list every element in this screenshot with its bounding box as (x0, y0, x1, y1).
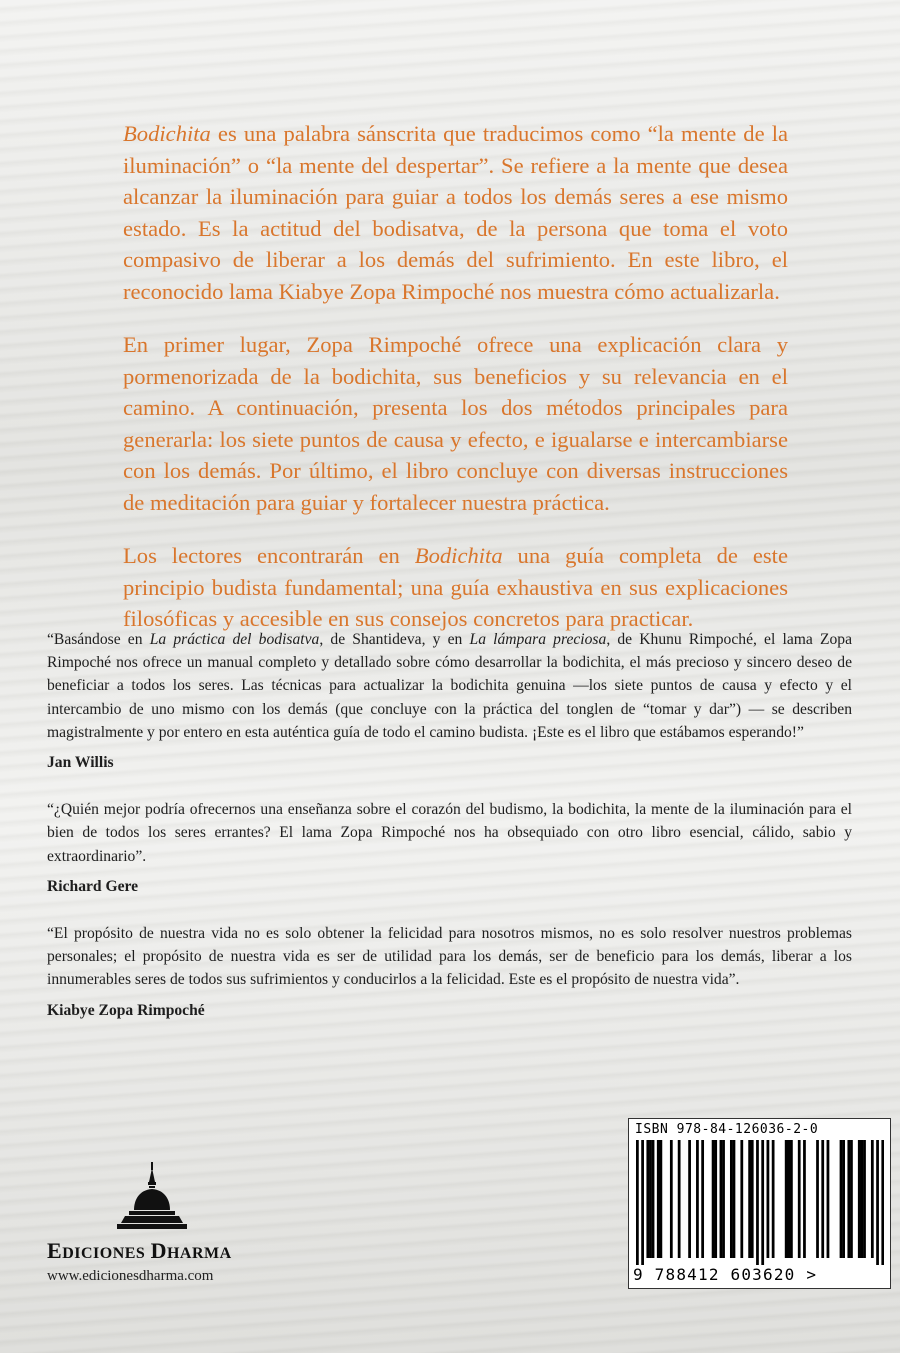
testimonial-text (47, 628, 852, 744)
stupa-logo-icon (117, 1162, 187, 1234)
description-paragraph-1 (123, 118, 788, 307)
barcode-bars (636, 1140, 884, 1265)
isbn-label: ISBN 978-84-126036-2-0 (635, 1122, 819, 1137)
barcode-bar (850, 1140, 853, 1258)
barcode-bar (871, 1140, 874, 1258)
barcode-bar (670, 1140, 673, 1258)
quote-text: , de Khunu Rimpoché, el lama Zopa Rimpoché nos ofrece un manual completo y detallado sobre cómo desarrollar la bodichita, el más precioso y sincero deseo de beneficiar a todos los seres. Las técnicas para actualizar la bodichita genuina —los siete puntos de causa y efecto y el intercambio de uno mismo con los demás (que concluye con la práctica del tonglen de “tomar y dar”) — se describen magistralmente y por entero en esta auténtica guía de todo el camino budista. ¡Este es el libro que estábamos esperando!” (47, 631, 852, 741)
barcode-bar (821, 1140, 824, 1258)
barcode-bar (756, 1140, 759, 1265)
title-emphasis: Bodichita (414, 543, 503, 568)
barcode-bar (646, 1140, 649, 1258)
barcode-bar (748, 1140, 751, 1258)
barcode-bar (688, 1140, 691, 1258)
barcode-bar (785, 1140, 788, 1258)
barcode-bar (733, 1140, 736, 1258)
isbn-barcode (628, 1118, 891, 1289)
title-emphasis: Bodichita (123, 121, 211, 146)
testimonial-3 (47, 922, 852, 1022)
testimonial-1 (47, 628, 852, 774)
barcode-bar (863, 1140, 866, 1258)
barcode-bar (761, 1140, 764, 1265)
description-text: Los lectores encontrarán en (123, 543, 415, 568)
publisher-name-text: DICIONES (62, 1245, 146, 1262)
barcode-bar (816, 1140, 819, 1258)
barcode-bar (803, 1140, 806, 1258)
description-text: una guía completa de este principio budista fundamental; una guía exhaustiva en sus explicaciones filosóficas y accesible en sus consejos concretos para practicar. (123, 543, 788, 631)
barcode-bar (767, 1140, 770, 1258)
barcode-bar (678, 1140, 681, 1258)
publisher-website[interactable]: www.edicionesdharma.com (47, 1268, 214, 1284)
description-paragraph-2: En primer lugar, Zopa Rimpoché ofrece una explicación clara y pormenorizada de la bodichita, sus beneficios y su relevancia en el camino. A continuación, presenta los dos métodos principales para generarla: los siete puntos de causa y efecto, e igualarse e intercambiarse con los demás. Por último, el libro concluye con diversas instrucciones de meditación para guiar y fortalecer nuestra práctica. (123, 332, 788, 515)
barcode-bar (772, 1140, 775, 1258)
barcode-bar (714, 1140, 717, 1258)
barcode-bar (712, 1140, 715, 1258)
testimonial-text: “El propósito de nuestra vida no es solo obtener la felicidad para nosotros mismos, no es solo resolver nuestros problemas personales; el propósito de nuestra vida es ser de utilidad para los demás, ser de beneficio para los demás, liberar a los innumerables seres de todos sus sufrimientos y conducirlos a la felicidad. Este es el propósito de nuestra vida”. (47, 925, 852, 989)
barcode-bar (722, 1140, 725, 1258)
barcode-bar (798, 1140, 801, 1258)
barcode-bar (641, 1140, 644, 1265)
barcode-bar (842, 1140, 845, 1258)
barcode-bar (701, 1140, 704, 1258)
barcode-bar (881, 1140, 884, 1265)
barcode-bar (649, 1140, 652, 1258)
testimonial-author: Richard Gere (47, 877, 139, 895)
barcode-bar (827, 1140, 830, 1258)
barcode-bar (858, 1140, 861, 1258)
publisher-name: EDICIONES DHARMA (47, 1238, 232, 1263)
barcode-bar (876, 1140, 879, 1265)
barcode-bar (730, 1140, 733, 1258)
barcode-bar (720, 1140, 723, 1258)
barcode-bar (740, 1140, 743, 1258)
barcode-bar (696, 1140, 699, 1258)
testimonial-2 (47, 798, 852, 898)
testimonials (47, 628, 852, 1046)
quote-text: , de Shantideva, y en (319, 631, 470, 648)
barcode-bar (790, 1140, 793, 1258)
book-description (123, 118, 788, 657)
testimonial-author: Kiabye Zopa Rimpoché (47, 1001, 205, 1019)
publisher-name-text: HARMA (166, 1245, 232, 1262)
testimonial-author: Jan Willis (47, 754, 114, 772)
book-title: La práctica del bodisatva (149, 631, 320, 648)
barcode-bar (636, 1140, 639, 1265)
testimonial-text: “¿Quién mejor podría ofrecernos una enseñanza sobre el corazón del budismo, la bodichita, la mente de la iluminación para el bien de todos los seres errantes? El lama Zopa Rimpoché nos ha obsequiado con otro libro esencial, cálido, sabio y extraordinario”. (47, 801, 852, 865)
book-title: La lámpara preciosa (469, 631, 607, 648)
description-text: es una palabra sánscrita que traducimos como “la mente de la iluminación” o “la mente del despertar”. Se refiere a la mente que desea alcanzar la iluminación para guiar a todos los demás seres a ese mismo estado. Es la actitud del bodisatva, de la persona que toma el voto compasivo de liberar a los demás del sufrimiento. En este libro, el reconocido lama Kiabye Zopa Rimpoché nos muestra cómo actualizarla. (123, 121, 788, 304)
quote-text: “Basándose en (47, 631, 150, 648)
barcode-bar (847, 1140, 850, 1258)
barcode-bar (659, 1140, 662, 1258)
barcode-bar (840, 1140, 843, 1258)
barcode-bar (652, 1140, 655, 1258)
barcode-bar (861, 1140, 864, 1258)
ean-digits: 9 788412 603620 > (633, 1265, 818, 1284)
barcode-bar (787, 1140, 790, 1258)
barcode-bar (657, 1140, 660, 1258)
description-paragraph-3 (123, 540, 788, 635)
barcode-bar (751, 1140, 754, 1258)
